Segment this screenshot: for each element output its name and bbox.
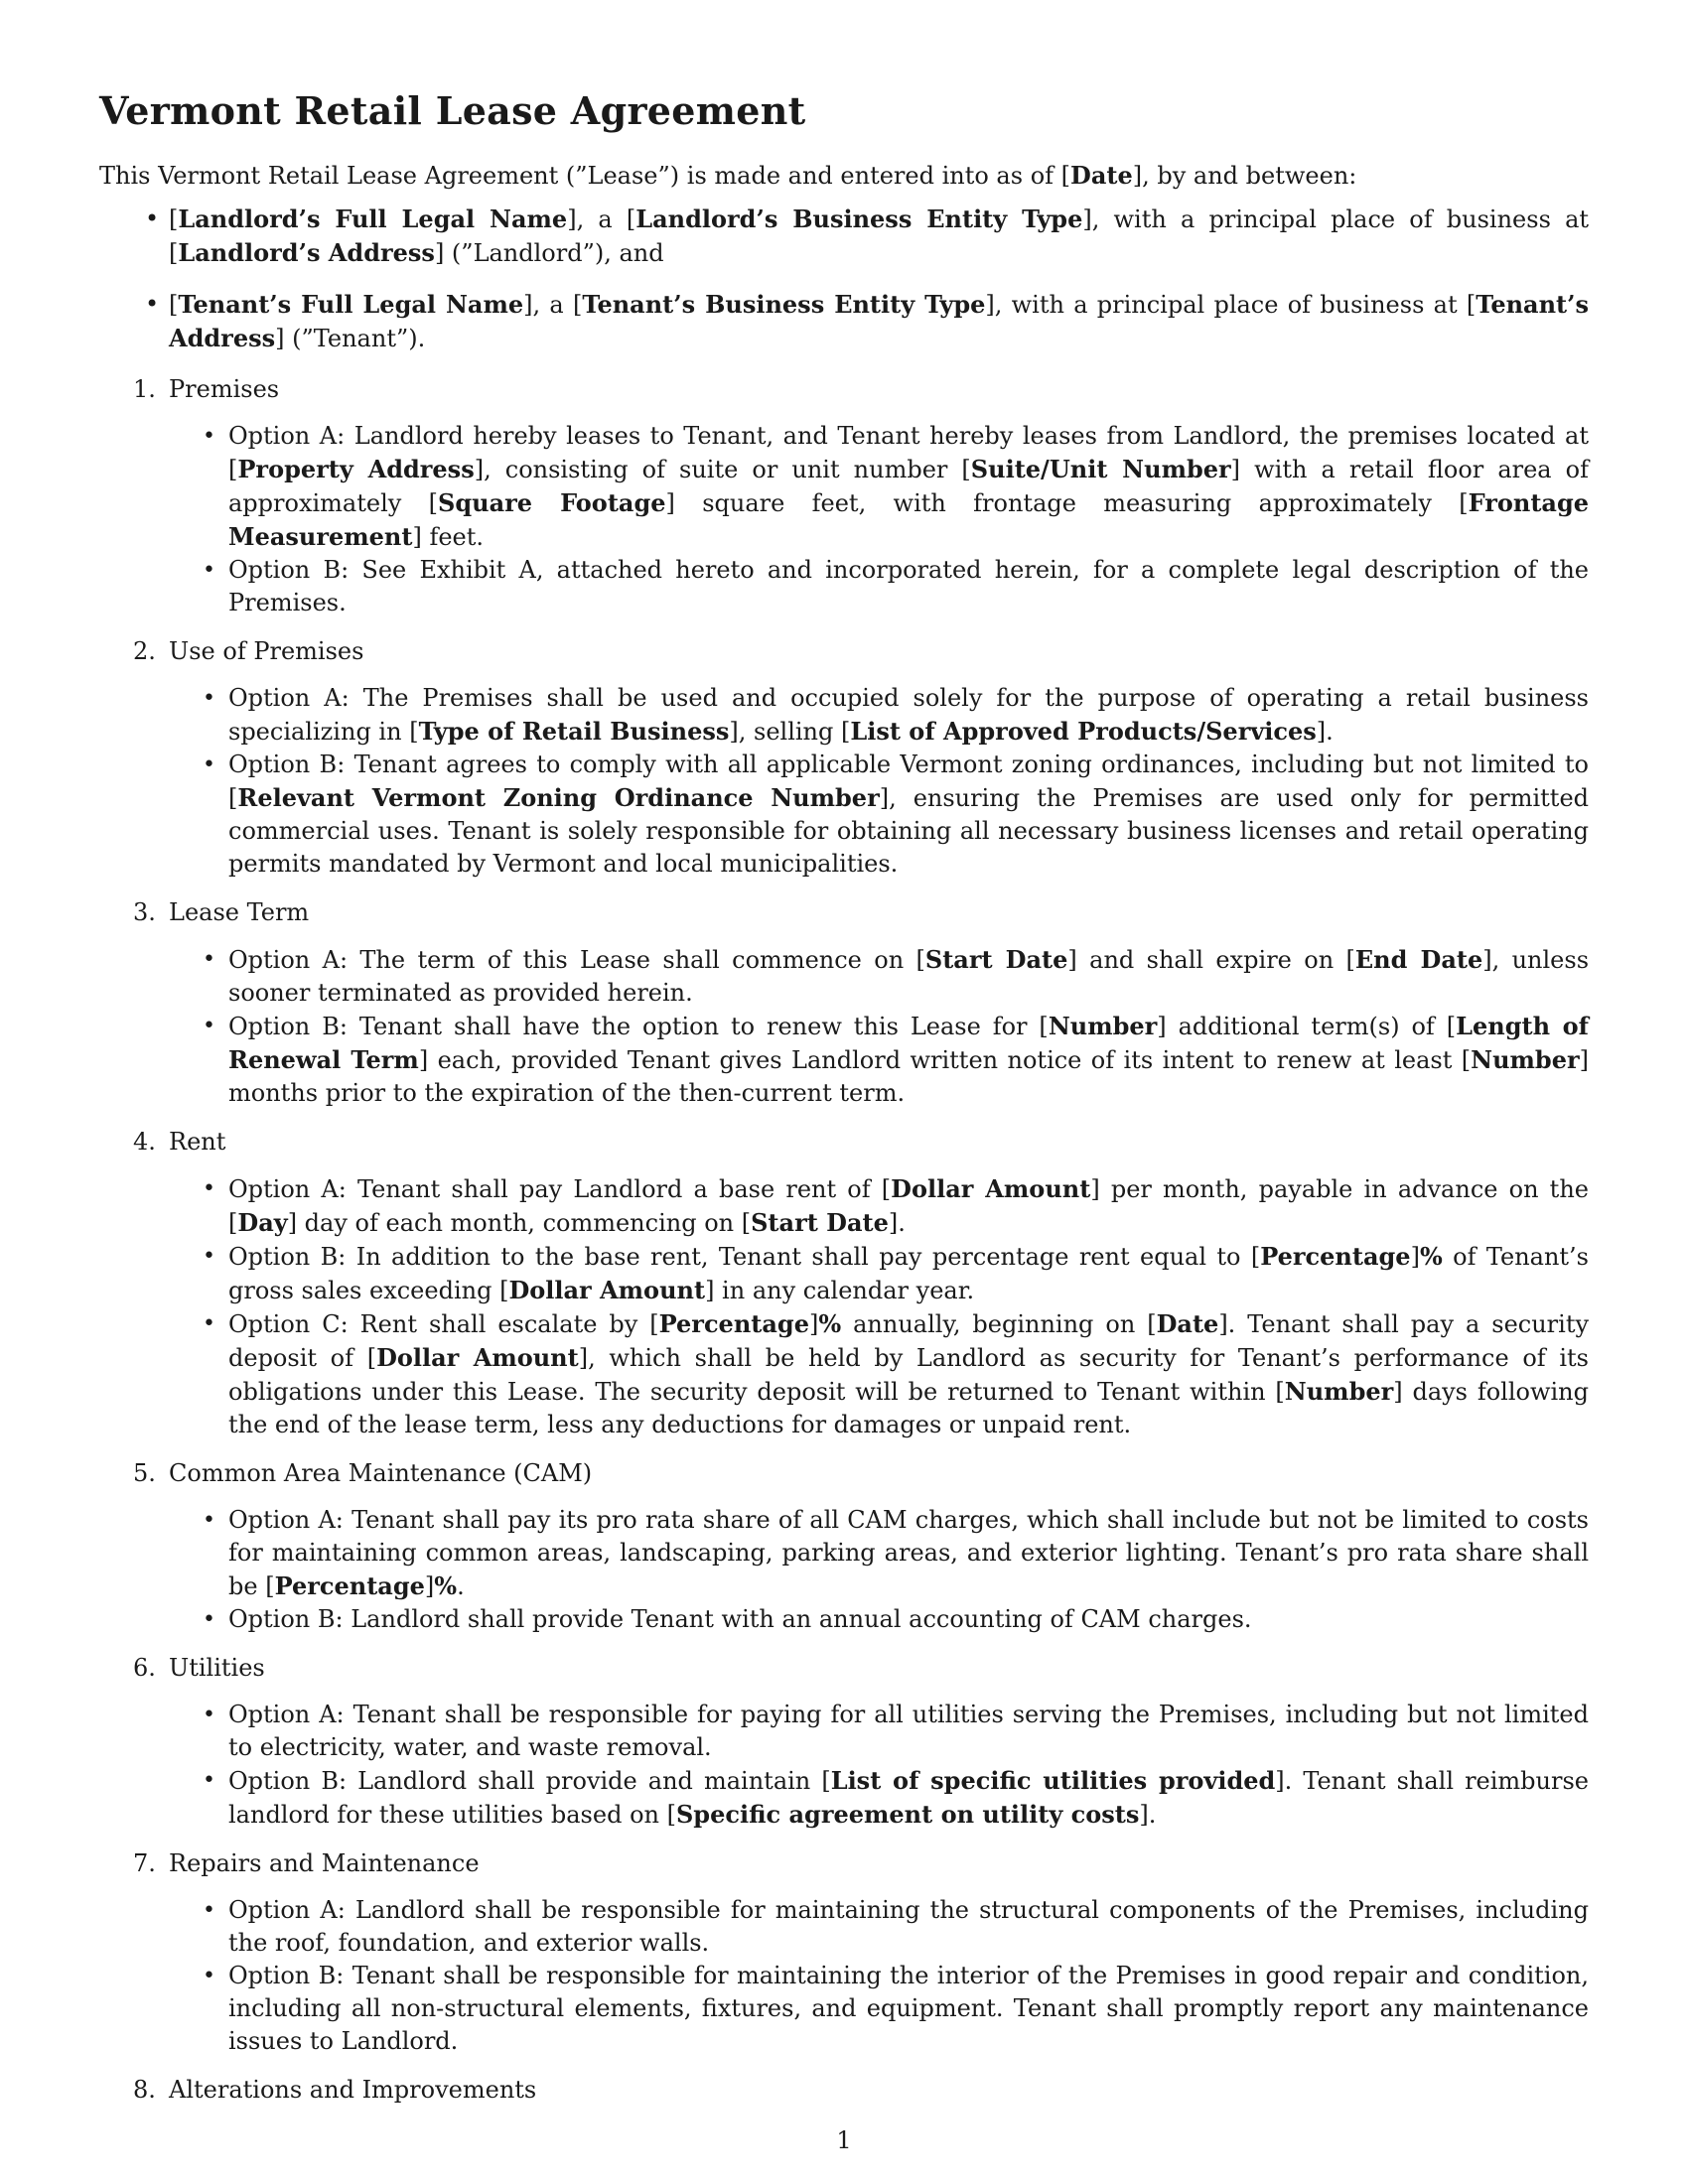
option-text: ] in any calendar year.	[705, 1277, 975, 1304]
section-heading	[99, 1457, 1589, 1490]
option-item	[99, 1307, 1589, 1441]
options-list	[99, 1894, 1589, 2058]
placeholder-field: Percentage	[1260, 1242, 1411, 1271]
party-text: ], with a principal place of business at [	[169, 205, 1590, 267]
intro-date-placeholder: Date	[1070, 161, 1133, 190]
option-text: Option A: Tenant shall pay Landlord a base rent of [	[228, 1175, 892, 1203]
party-text: [	[169, 291, 179, 319]
option-text: .	[457, 1572, 465, 1600]
options-list	[99, 1504, 1589, 1636]
sections-list	[99, 373, 1589, 2107]
placeholder-field: Dollar Amount	[376, 1343, 579, 1372]
section-3	[99, 896, 1589, 1110]
section-number: 7.	[133, 1849, 156, 1877]
placeholder-field: Percentage	[274, 1571, 425, 1600]
section-heading	[99, 1652, 1589, 1685]
option-item	[99, 554, 1589, 619]
placeholder-field: Specific agreement on utility costs	[675, 1800, 1140, 1829]
section-1	[99, 373, 1589, 619]
option-item	[99, 943, 1589, 1010]
placeholder-field: Length of Renewal Term	[228, 1012, 1590, 1074]
option-text: ], unless sooner terminated as provided herein.	[228, 946, 1590, 1007]
section-number: 2.	[133, 637, 156, 665]
section-number: 5.	[133, 1459, 156, 1487]
tenant-address-placeholder: Tenant’s Address	[169, 290, 1590, 352]
section-heading	[99, 2074, 1589, 2107]
placeholder-field: End Date	[1354, 945, 1483, 974]
page-number: 1	[836, 2126, 852, 2154]
placeholder-field: Square Footage	[438, 488, 666, 517]
section-title: Repairs and Maintenance	[169, 1849, 480, 1877]
party-text: ], with a principal place of business at [	[985, 291, 1477, 319]
placeholder-field: Suite/Unit Number	[970, 455, 1231, 483]
option-text: Option A: Tenant shall pay its pro rata share of all CAM charges, which shall include but not be limited to costs for maintaining common areas, landscaping, parking areas, and exterior lighting. Tenant’s pro rata share shall be [	[228, 1506, 1589, 1600]
option-text: ] each, provided Tenant gives Landlord written notice of its intent to renew at least [	[418, 1046, 1472, 1074]
option-text: Option B: Tenant agrees to comply with all applicable Vermont zoning ordinances, including but not limited to [	[228, 751, 1589, 812]
option-item	[99, 1699, 1589, 1764]
option-text: ] per month, payable in advance on the [	[228, 1175, 1589, 1237]
option-text: Option B: Tenant shall have the option to renew this Lease for [	[228, 1013, 1049, 1040]
option-text: Option A: The Premises shall be used and occupied solely for the purpose of operating a retail business specializing in [	[228, 684, 1589, 746]
option-text: ] feet.	[412, 523, 485, 551]
section-8	[99, 2074, 1589, 2107]
option-text: Option B: Tenant shall be responsible for maintaining the interior of the Premises in good repair and condition, including all non-structural elements, fixtures, and equipment. Tenant shall promptly report any maintenance issues to Landlord.	[228, 1962, 1589, 2055]
party-landlord	[99, 203, 1589, 270]
option-item	[99, 1764, 1589, 1832]
option-item	[99, 1603, 1589, 1636]
options-list	[99, 1699, 1589, 1832]
option-item	[99, 1172, 1589, 1240]
placeholder-field: Relevant Vermont Zoning Ordinance Number	[237, 783, 880, 812]
placeholder-field: Number	[1284, 1377, 1394, 1406]
option-text: ] and shall expire on [	[1067, 946, 1355, 974]
party-text: [	[169, 205, 179, 233]
section-5	[99, 1457, 1589, 1636]
option-text: annually, beginning on [	[841, 1310, 1157, 1338]
option-text: Option A: Tenant shall be responsible for paying for all utilities serving the Premises, including but not limited to electricity, water, and waste removal.	[228, 1701, 1589, 1761]
section-6	[99, 1652, 1589, 1832]
option-item	[99, 682, 1589, 749]
section-2	[99, 635, 1589, 881]
placeholder-field: Start Date	[751, 1208, 889, 1237]
option-text: Option A: Landlord shall be responsible for maintaining the structural components of the Premises, including the roof, foundation, and exterior walls.	[228, 1896, 1589, 1957]
section-number: 8.	[133, 2076, 156, 2104]
placeholder-field: List of specific utilities provided	[830, 1766, 1276, 1795]
option-text: ], ensuring the Premises are used only for permitted commercial uses. Tenant is solely responsible for obtaining all necessary business licenses and retail operating permits mandated by Vermont and local municipalities.	[228, 784, 1590, 878]
option-item	[99, 749, 1589, 881]
party-text: ] (”Tenant”).	[275, 325, 426, 352]
party-text: ] (”Landlord”), and	[434, 239, 664, 267]
tenant-name-placeholder: Tenant’s Full Legal Name	[178, 290, 524, 319]
placeholder-field: %	[1419, 1242, 1443, 1271]
section-title: Alterations and Improvements	[169, 2076, 537, 2104]
placeholder-field: Number	[1048, 1012, 1158, 1040]
options-list	[99, 682, 1589, 881]
option-text: Option B: In addition to the base rent, Tenant shall pay percentage rent equal to [	[228, 1243, 1261, 1271]
section-number: 6.	[133, 1654, 156, 1682]
intro-paragraph	[99, 159, 1589, 193]
option-text: ] days following the end of the lease term, less any deductions for damages or unpaid rent.	[228, 1378, 1590, 1438]
section-heading	[99, 373, 1589, 406]
option-text: ].	[1316, 718, 1334, 746]
options-list	[99, 420, 1589, 619]
intro-text-before: This Vermont Retail Lease Agreement (”Lease”) is made and entered into as of [	[99, 162, 1071, 190]
option-item	[99, 1010, 1589, 1110]
option-text: ] months prior to the expiration of the then-current term.	[228, 1046, 1589, 1107]
placeholder-field: Dollar Amount	[891, 1174, 1091, 1203]
option-text: ].	[1139, 1801, 1157, 1829]
placeholder-field: Number	[1471, 1045, 1580, 1074]
landlord-address-placeholder: Landlord’s Address	[178, 238, 435, 267]
landlord-name-placeholder: Landlord’s Full Legal Name	[178, 205, 568, 233]
option-text: ] with a retail floor area of approximately [	[228, 456, 1590, 517]
placeholder-field: List of Approved Products/Services	[850, 717, 1317, 746]
party-text: ], a [	[523, 291, 583, 319]
option-text: ]	[424, 1572, 435, 1600]
option-item	[99, 1894, 1589, 1960]
option-text: Option B: See Exhibit A, attached hereto and incorporated herein, for a complete legal description of the Premises.	[228, 556, 1589, 616]
option-text: Option A: The term of this Lease shall commence on [	[228, 946, 925, 974]
placeholder-field: %	[818, 1309, 842, 1338]
placeholder-field: Dollar Amount	[508, 1276, 706, 1304]
option-item	[99, 1504, 1589, 1603]
options-list	[99, 943, 1589, 1110]
option-text: ] square feet, with frontage measuring approximately [	[665, 489, 1469, 517]
section-title: Rent	[169, 1128, 226, 1156]
section-title: Premises	[169, 375, 280, 403]
document-title: Vermont Retail Lease Agreement	[99, 88, 806, 133]
document-page	[99, 87, 1589, 2122]
option-text: ]	[1410, 1243, 1420, 1271]
placeholder-field: Type of Retail Business	[418, 717, 730, 746]
option-text: Option A: Landlord hereby leases to Tenant, and Tenant hereby leases from Landlord, the premises located at [	[228, 422, 1589, 483]
section-number: 1.	[133, 375, 156, 403]
section-4	[99, 1126, 1589, 1441]
option-text: ], consisting of suite or unit number [	[474, 456, 971, 483]
section-number: 3.	[133, 898, 156, 926]
option-text: ]. Tenant shall pay a security deposit of [	[228, 1310, 1590, 1372]
intro-text-after: ], by and between:	[1132, 162, 1357, 190]
option-text: ]. Tenant shall reimburse landlord for these utilities based on [	[228, 1767, 1589, 1829]
section-title: Lease Term	[169, 898, 310, 926]
placeholder-field: Property Address	[237, 455, 475, 483]
option-item	[99, 1240, 1589, 1307]
section-heading	[99, 1847, 1589, 1880]
section-title: Common Area Maintenance (CAM)	[169, 1459, 593, 1487]
section-heading	[99, 635, 1589, 668]
option-item	[99, 1960, 1589, 2058]
landlord-entity-placeholder: Landlord’s Business Entity Type	[635, 205, 1083, 233]
option-text: ].	[888, 1209, 906, 1237]
option-text: Option B: Landlord shall provide Tenant with an annual accounting of CAM charges.	[228, 1605, 1252, 1633]
section-title: Utilities	[169, 1654, 265, 1682]
section-heading	[99, 1126, 1589, 1159]
section-title: Use of Premises	[169, 637, 364, 665]
placeholder-field: Date	[1156, 1309, 1219, 1338]
section-heading	[99, 896, 1589, 929]
placeholder-field: Percentage	[658, 1309, 809, 1338]
option-text: Option B: Landlord shall provide and maintain [	[228, 1767, 831, 1795]
section-7	[99, 1847, 1589, 2058]
placeholder-field: Frontage Measurement	[228, 488, 1590, 551]
section-number: 4.	[133, 1128, 156, 1156]
option-text: ]	[808, 1310, 819, 1338]
placeholder-field: %	[434, 1571, 458, 1600]
option-text: ], selling [	[729, 718, 851, 746]
options-list	[99, 1172, 1589, 1441]
option-text: ] day of each month, commencing on [	[287, 1209, 752, 1237]
parties-list	[99, 203, 1589, 355]
party-tenant	[99, 288, 1589, 355]
option-text: ] additional term(s) of [	[1157, 1013, 1457, 1040]
party-text: ], a [	[567, 205, 636, 233]
option-text: of Tenant’s gross sales exceeding [	[228, 1243, 1590, 1304]
option-text: ], which shall be held by Landlord as security for Tenant’s performance of its obligations under this Lease. The security deposit will be returned to Tenant within [	[228, 1344, 1589, 1406]
option-item	[99, 420, 1589, 554]
placeholder-field: Day	[237, 1208, 288, 1237]
tenant-entity-placeholder: Tenant’s Business Entity Type	[582, 290, 986, 319]
placeholder-field: Start Date	[924, 945, 1068, 974]
option-text: Option C: Rent shall escalate by [	[228, 1310, 659, 1338]
